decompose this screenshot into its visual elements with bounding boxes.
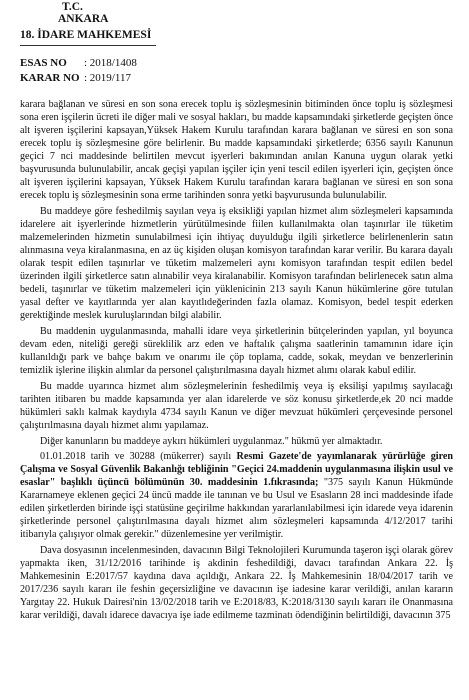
esas-row xyxy=(20,56,137,71)
karar-label: KARAR NO xyxy=(20,72,80,84)
header-divider xyxy=(20,45,156,46)
paragraph-1: karara bağlanan ve süresi en son sona erecek toplu iş sözleşmesinin bitiminden önce toplu iş sözleşmesi sona eren işçilerin ücreti ile diğer mali ve sosyal hakları, bu madde kapsamındaki şirketlerde geçişten önce alt işveren işçilerini kapsayan,Yüksek Hakem Kurulu tarafından karara bağlanan ve süresi en son sona erecek toplu iş sözleşmesine göre belirlenir. Bu madde kapsamındaki şirketlerde; 6356 sayılı Kanunun geçici 7 nci maddesinde belirtilen mevcut işyerleri bakımından anılan Kanuna uygun olarak yetki başvurusunda bulunulabilir, ancak geçişi yapılan işçiler için yeni tescil edilen işyerleri için, geçişten önce alt işveren işçilerini kapsayan, Yüksek Hakem Kurulu tarafından karara bağlanan ve süresi en son sona erecek toplu iş sözleşmesinin sona erme tarihinden sonra yetki başvurusunda bulunulabilir. xyxy=(20,99,453,202)
paragraph-3: Bu maddenin uygulanmasında, mahalli idare veya şirketlerinin bütçelerinden yapılan, yıl boyunca devam eden, niteliği gereği süreklilik arz eden ve haftalık çalışma saatlerinin tamamının idare için kullanıldığı park ve bahçe bakım ve onarımı ile çöp toplama, cadde, sokak, meydan ve benzerlerinin temizlik işlerine ilişkin alımlar da personel çalıştırılmasına dayalı hizmet alımı olarak kabul edilir. xyxy=(20,325,453,377)
paragraph-6 xyxy=(20,450,453,541)
paragraph-5: Diğer kanunların bu maddeye aykırı hükümleri uygulanmaz." hükmü yer almaktadır. xyxy=(40,435,383,447)
karar-value: : 2019/117 xyxy=(84,72,131,84)
header-court-name: 18. İDARE MAHKEMESİ xyxy=(20,29,152,41)
header-tc: T.C. xyxy=(62,1,83,13)
paragraph-6-quote: "375 sayılı Kanun Hükmünde Kararnameye eklenen geçici 24 üncü madde ile tanınan ve bu Usul ve Esasların 28 inci maddesinde ifade edilen şirketlerden birinde işçi statüsüne geçirilme hakkından yararlanılabilmesi için idarede veya idarenin şirketlerinde personel çalıştırılmasına dayalı hizmet alım sözleşmeleri kapsamında 4/12/2017 tarihi itibarıyla çalışıyor olmak gerekir." düzenlemesine yer verilmiştir. xyxy=(20,477,453,541)
document-body xyxy=(20,98,453,625)
paragraph-6-bold: Resmi Gazete'de yayımlanarak yürürlüğe giren Çalışma ve Sosyal Güvenlik Bakanlığı tebliğinin "Geçici 24.maddenin uygulanmasına ilişkin usul ve esaslar" başlıklı üçüncü bölümünün 30. maddesinin 1.fıkrasında; xyxy=(20,451,454,489)
paragraph-2: Bu maddeye göre feshedilmiş sayılan veya iş eksikliği yapılan hizmet alım sözleşmeleri kapsamında idarelere ait işyerlerinde hizmetlerin yürütülmesinde fiilen kullanılmakta olan taşınırlar ile tüketim malzemelerinden hizmetin sunulabilmesi için ihtiyaç duyulduğu ilgili şirketlerce belirlenenlerin satın alınmasına veya kiralanmasına, en az üç kişiden oluşan komisyon tarafından karar verilir. Bu karara dayalı olarak tespit edilen taşınırlar ve tüketim malzemeleri aynı komisyon tarafından tespit edilen bedel üzerinden ilgili şirketlerce satın alınabilir veya kiralanabilir. Komisyon tarafından belirlenecek satın alma bedeli, taşınırlar ve tüketim malzemeleri için yüklenicinin 213 sayılı Kanun hükümlerine göre tutulan yasal defter ve kayıtlarında yer alan kayıtlıdeğerinden fazla olamaz. Komisyon, bedel tespit ederken gerektiğinde meslek kuruluşlarından bilgi alabilir. xyxy=(20,205,453,322)
paragraph-6-intro: 01.01.2018 tarih ve 30288 (mükerrer) sayılı xyxy=(40,451,237,463)
esas-label: ESAS NO xyxy=(20,57,67,69)
case-numbers xyxy=(20,56,137,86)
paragraph-4: Bu madde uyarınca hizmet alım sözleşmelerinin feshedilmiş veya iş eksilişi yapılmış sayılacağı tarihten itibaren bu madde kapsamında yer alan idarelerde ve söz konusu şirketlerde,ek 20 nci madde hükümleri saklı kalmak kaydıyla 4734 sayılı Kanun ve diğer mevzuat hükümleri çerçevesinde personel çalıştırılmasına dayalı hizmet alımı yapılamaz. xyxy=(20,380,453,431)
paragraph-7: Dava dosyasının incelenmesinden, davacının Bilgi Teknolojileri Kurumunda taşeron işçi olarak görev yapmakta iken, 31/12/2016 tarihinde iş akdinin feshedildiği, davacı tarafından Ankara 22. İş Mahkemesinin E:2017/57 kaydına dava açıldığı, Ankara 22. İş Mahkemesinin 18/04/2017 tarih ve 2017/236 sayılı kararı ile feshin geçersizliğine ve davacının işe iadesine karar verildiği, anılan kararın Yargıtay 22. Hukuk Dairesi'nin 13/02/2018 tarih ve E:2018/83, K:2018/3130 sayılı kararı ile Onanmasına karar verildiği, davalı idarece davacıya işe iade edilmeme tazminatı ödendiğinin belirtildiği, davacının 375 xyxy=(20,545,453,622)
esas-value: : 2018/1408 xyxy=(84,57,137,69)
karar-row xyxy=(20,71,137,86)
header-city: ANKARA xyxy=(58,13,109,25)
